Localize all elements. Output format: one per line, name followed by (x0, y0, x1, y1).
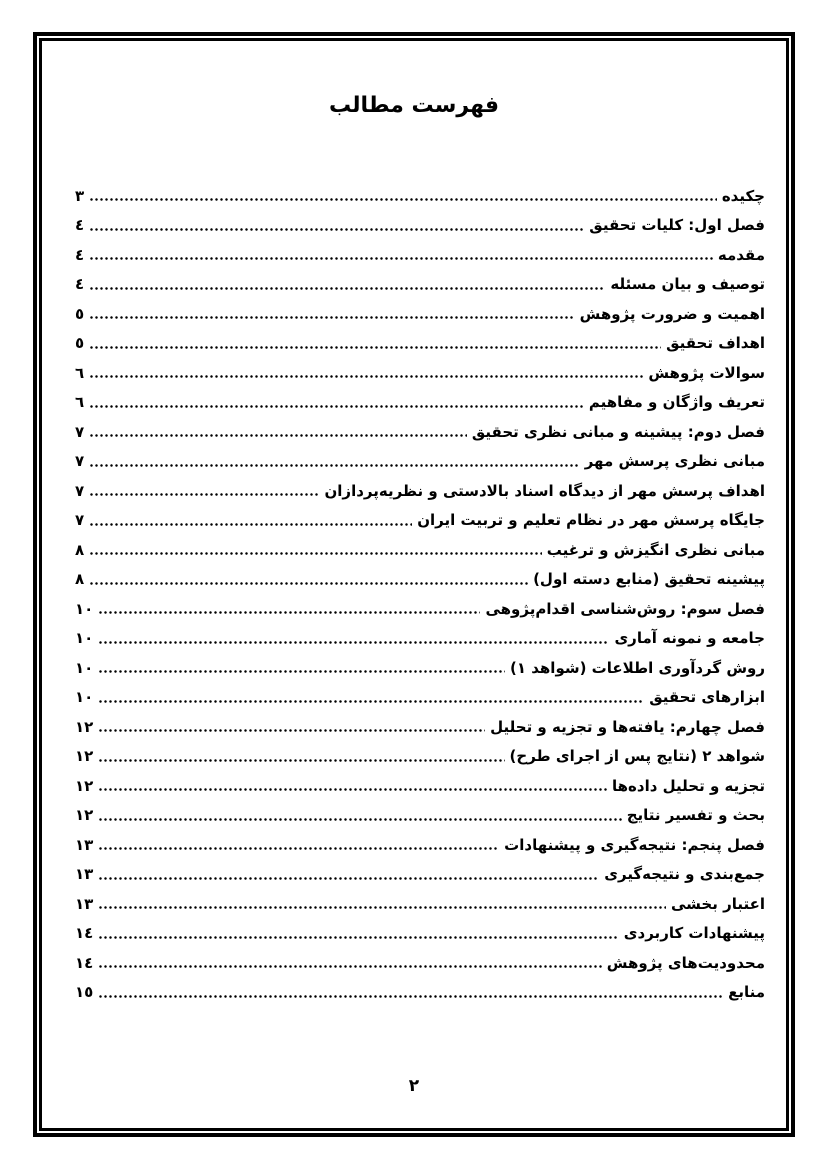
toc-entry (75, 329, 765, 359)
dotted-leader (98, 965, 601, 968)
toc-entry (75, 948, 765, 978)
toc-entry-label: تجزیه و تحلیل داده‌ها (612, 776, 765, 795)
toc-entry-page: ١٤ (75, 924, 94, 943)
toc-entry (75, 889, 765, 919)
toc-entry-label: فصل دوم: پیشینه و مبانی نظری تحقیق (471, 422, 765, 441)
dotted-leader (98, 670, 505, 673)
toc-entry-label: بحث و تفسیر نتایج (626, 806, 765, 825)
dotted-leader (98, 818, 621, 821)
dotted-leader (89, 552, 542, 555)
toc-entry-label: توصیف و بیان مسئله (610, 275, 765, 294)
toc-entry-label: مبانی نظری انگیزش و ترغیب (546, 540, 765, 559)
toc-entry (75, 535, 765, 565)
dotted-leader (89, 228, 584, 231)
toc-entry-page: ١٤ (75, 953, 94, 972)
page-border-outer (33, 32, 795, 1137)
toc-entry (75, 860, 765, 890)
toc-entry-label: جایگاه پرسش مهر در نظام تعلیم و تربیت ایران (417, 511, 765, 530)
toc-entry-label: اهداف تحقیق (666, 334, 765, 353)
toc-entry-label: منابع (728, 983, 765, 1002)
toc-entry-page: ١٠ (75, 629, 94, 648)
dotted-leader (98, 700, 644, 703)
toc-entry-label: سوالات پژوهش (648, 363, 765, 382)
toc-entry-label: فصل پنجم: نتیجه‌گیری و پیشنهادات (504, 835, 765, 854)
toc-entry-label: اهداف پرسش مهر از دیدگاه اسناد بالادستی و نظریه‌پردازان (324, 481, 765, 500)
toc-entry-label: اهمیت و ضرورت پژوهش (579, 304, 765, 323)
dotted-leader (98, 729, 485, 732)
toc-entry-label: فصل چهارم: یافته‌ها و تجزیه و تحلیل (490, 717, 765, 736)
toc-entry (75, 653, 765, 683)
toc-entry-label: شواهد ٢ (نتایج پس از اجرای طرح) (509, 747, 765, 766)
toc-entry-label: روش گردآوری اطلاعات (شواهد ١) (510, 658, 765, 677)
toc-entry (75, 358, 765, 388)
dotted-leader (89, 287, 605, 290)
toc-entry-page: ١٢ (75, 806, 94, 825)
toc-entry-page: ١٣ (75, 835, 94, 854)
dotted-leader (89, 346, 661, 349)
toc-entry (75, 771, 765, 801)
toc-entry (75, 417, 765, 447)
toc-entry (75, 506, 765, 536)
dotted-leader (98, 847, 499, 850)
dotted-leader (98, 641, 609, 644)
toc-entry-label: مبانی نظری پرسش مهر (584, 452, 765, 471)
toc-entry-label: ابزارهای تحقیق (649, 688, 765, 707)
dotted-leader (89, 257, 713, 260)
toc-entry-page: ١٣ (75, 865, 94, 884)
toc-entry-page: ١٠ (75, 688, 94, 707)
toc-entry-page: ٧ (75, 422, 85, 441)
dotted-leader (89, 523, 412, 526)
dotted-leader (89, 582, 528, 585)
footer-page-number: ٢ (408, 1076, 420, 1096)
toc-entry (75, 712, 765, 742)
dotted-leader (98, 906, 666, 909)
toc-entry-page: ٨ (75, 570, 85, 589)
toc-entry (75, 388, 765, 418)
toc-entry-label: تعریف واژگان و مفاهیم (588, 393, 765, 412)
dotted-leader (89, 464, 580, 467)
toc-entry-label: پیشنهادات کاربردی (623, 924, 765, 943)
toc-entry-page: ٥ (75, 334, 85, 353)
toc-entry-page: ٧ (75, 511, 85, 530)
toc-entry (75, 683, 765, 713)
toc-entry (75, 270, 765, 300)
toc-entry-page: ٤ (75, 216, 85, 235)
toc-entry-page: ٥ (75, 304, 85, 323)
page-border-inner (39, 38, 789, 1131)
toc-entry-page: ٦ (75, 393, 85, 412)
toc-entry (75, 919, 765, 949)
toc-entry-page: ١٠ (75, 599, 94, 618)
toc-entry-label: فصل اول: کلیات تحقیق (589, 216, 765, 235)
toc-entry-page: ٤ (75, 245, 85, 264)
toc-entry-label: فصل سوم: روش‌شناسی اقدام‌پژوهی (485, 599, 765, 618)
dotted-leader (89, 198, 717, 201)
toc-entry (75, 181, 765, 211)
toc-entry (75, 299, 765, 329)
toc-entry-label: اعتبار بخشی (670, 894, 765, 913)
dotted-leader (89, 375, 643, 378)
toc-entry (75, 830, 765, 860)
dotted-leader (98, 995, 723, 998)
toc-entry-page: ٤ (75, 275, 85, 294)
dotted-leader (89, 316, 575, 319)
dotted-leader (98, 759, 504, 762)
toc-entry-label: جمع‌بندی و نتیجه‌گیری (604, 865, 765, 884)
toc-entry-label: چکیده (721, 186, 765, 205)
toc-entry (75, 801, 765, 831)
toc-entry-label: مقدمه (717, 245, 765, 264)
toc-entry-label: جامعه و نمونه آماری (614, 629, 765, 648)
toc-list (75, 181, 765, 1007)
toc-entry-page: ١٣ (75, 894, 94, 913)
dotted-leader (89, 405, 584, 408)
toc-entry-page: ١٢ (75, 747, 94, 766)
toc-entry-label: پیشینه تحقیق (منابع دسته اول) (533, 570, 765, 589)
toc-entry (75, 594, 765, 624)
dotted-leader (98, 788, 607, 791)
toc-entry (75, 565, 765, 595)
dotted-leader (98, 936, 618, 939)
toc-entry (75, 240, 765, 270)
toc-entry (75, 742, 765, 772)
dotted-leader (89, 493, 319, 496)
page-title: فهرست مطالب (328, 93, 500, 118)
toc-entry (75, 476, 765, 506)
toc-entry (75, 211, 765, 241)
toc-entry-page: ١٢ (75, 717, 94, 736)
dotted-leader (98, 877, 599, 880)
toc-entry-page: ٦ (75, 363, 85, 382)
toc-entry-page: ١٥ (75, 983, 94, 1002)
toc-entry-page: ١٢ (75, 776, 94, 795)
toc-entry-page: ٧ (75, 452, 85, 471)
toc-entry (75, 447, 765, 477)
toc-entry-label: محدودیت‌های پژوهش (606, 953, 765, 972)
toc-entry-page: ٨ (75, 540, 85, 559)
toc-entry-page: ١٠ (75, 658, 94, 677)
toc-entry (75, 978, 765, 1008)
dotted-leader (89, 434, 467, 437)
dotted-leader (98, 611, 480, 614)
toc-entry-page: ٣ (75, 186, 85, 205)
toc-entry (75, 624, 765, 654)
toc-entry-page: ٧ (75, 481, 85, 500)
